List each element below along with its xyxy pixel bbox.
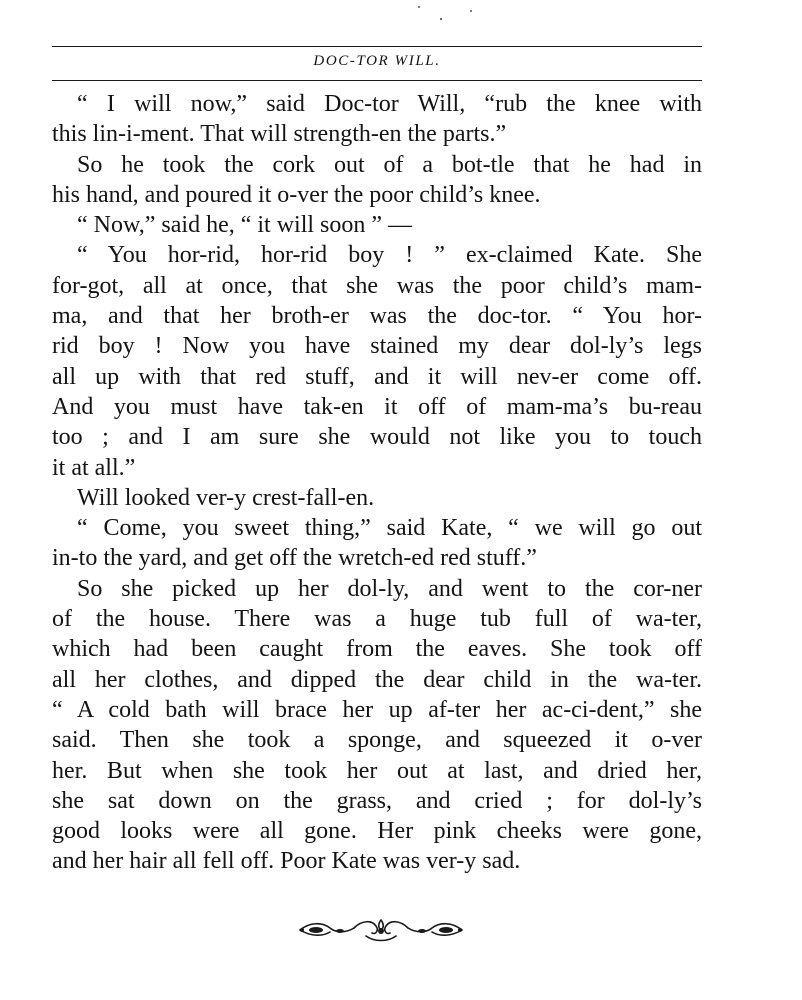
text-line: And you must have tak-en it off of mam-ma’s bu-reau: [52, 393, 702, 420]
text-line: So he took the cork out of a bot-tle that he had in: [77, 151, 702, 178]
text-line: “ Come, you sweet thing,” said Kate, “ we will go out: [77, 515, 702, 542]
text-line: which had been caught from the eaves. She took off: [52, 636, 702, 663]
story-text: [52, 89, 702, 877]
print-speck: [470, 10, 472, 12]
text-line: said. Then she took a sponge, and squeezed it o-ver: [52, 727, 702, 754]
text-line: for-got, all at once, that she was the poor child’s mam-: [52, 272, 702, 299]
text-line: “ I will now,” said Doc-tor Will, “rub the knee with: [77, 91, 702, 117]
text-line: her. But when she took her out at last, and dried her,: [52, 757, 702, 784]
floral-scroll-ornament-icon: [296, 916, 466, 944]
text-line: So she picked up her dol-ly, and went to the cor-ner: [77, 575, 702, 602]
text-line: too ; and I am sure she would not like you to touch: [52, 424, 702, 451]
text-line: Will looked ver-y crest-fall-en.: [77, 484, 375, 511]
text-line: rid boy ! Now you have stained my dear dol-ly’s legs: [52, 333, 702, 360]
text-line: all her clothes, and dipped the dear child in the wa-ter.: [52, 666, 702, 693]
text-line: all up with that red stuff, and it will nev-er come off.: [52, 363, 702, 390]
text-line: his hand, and poured it o-ver the poor child’s knee.: [52, 181, 541, 208]
text-line: this lin-i-ment. That will strength-en the parts.”: [52, 121, 507, 148]
print-speck: [440, 18, 442, 20]
text-line: “ You hor-rid, hor-rid boy ! ” ex-claimed Kate. She: [77, 242, 702, 269]
text-line: she sat down on the grass, and cried ; for dol-ly’s: [52, 787, 702, 814]
header-rule-bottom: [52, 80, 702, 81]
text-line: it at all.”: [52, 454, 136, 481]
text-line: in-to the yard, and get off the wretch-ed red stuff.”: [52, 545, 537, 572]
print-speck: [418, 6, 420, 8]
text-line: “ A cold bath will brace her up af-ter her ac-ci-dent,” she: [52, 696, 702, 723]
text-line: “ Now,” said he, “ it will soon ” —: [77, 212, 413, 239]
text-line: ma, and that her broth-er was the doc-tor. “ You hor-: [52, 303, 702, 330]
header-rule-top: [52, 46, 702, 47]
text-line: of the house. There was a huge tub full of wa-ter,: [52, 606, 702, 633]
running-head: DOC-TOR WILL.: [313, 53, 441, 69]
text-line: and her hair all fell off. Poor Kate was ver-y sad.: [52, 848, 521, 875]
text-line: good looks were all gone. Her pink cheeks were gone,: [52, 818, 702, 845]
